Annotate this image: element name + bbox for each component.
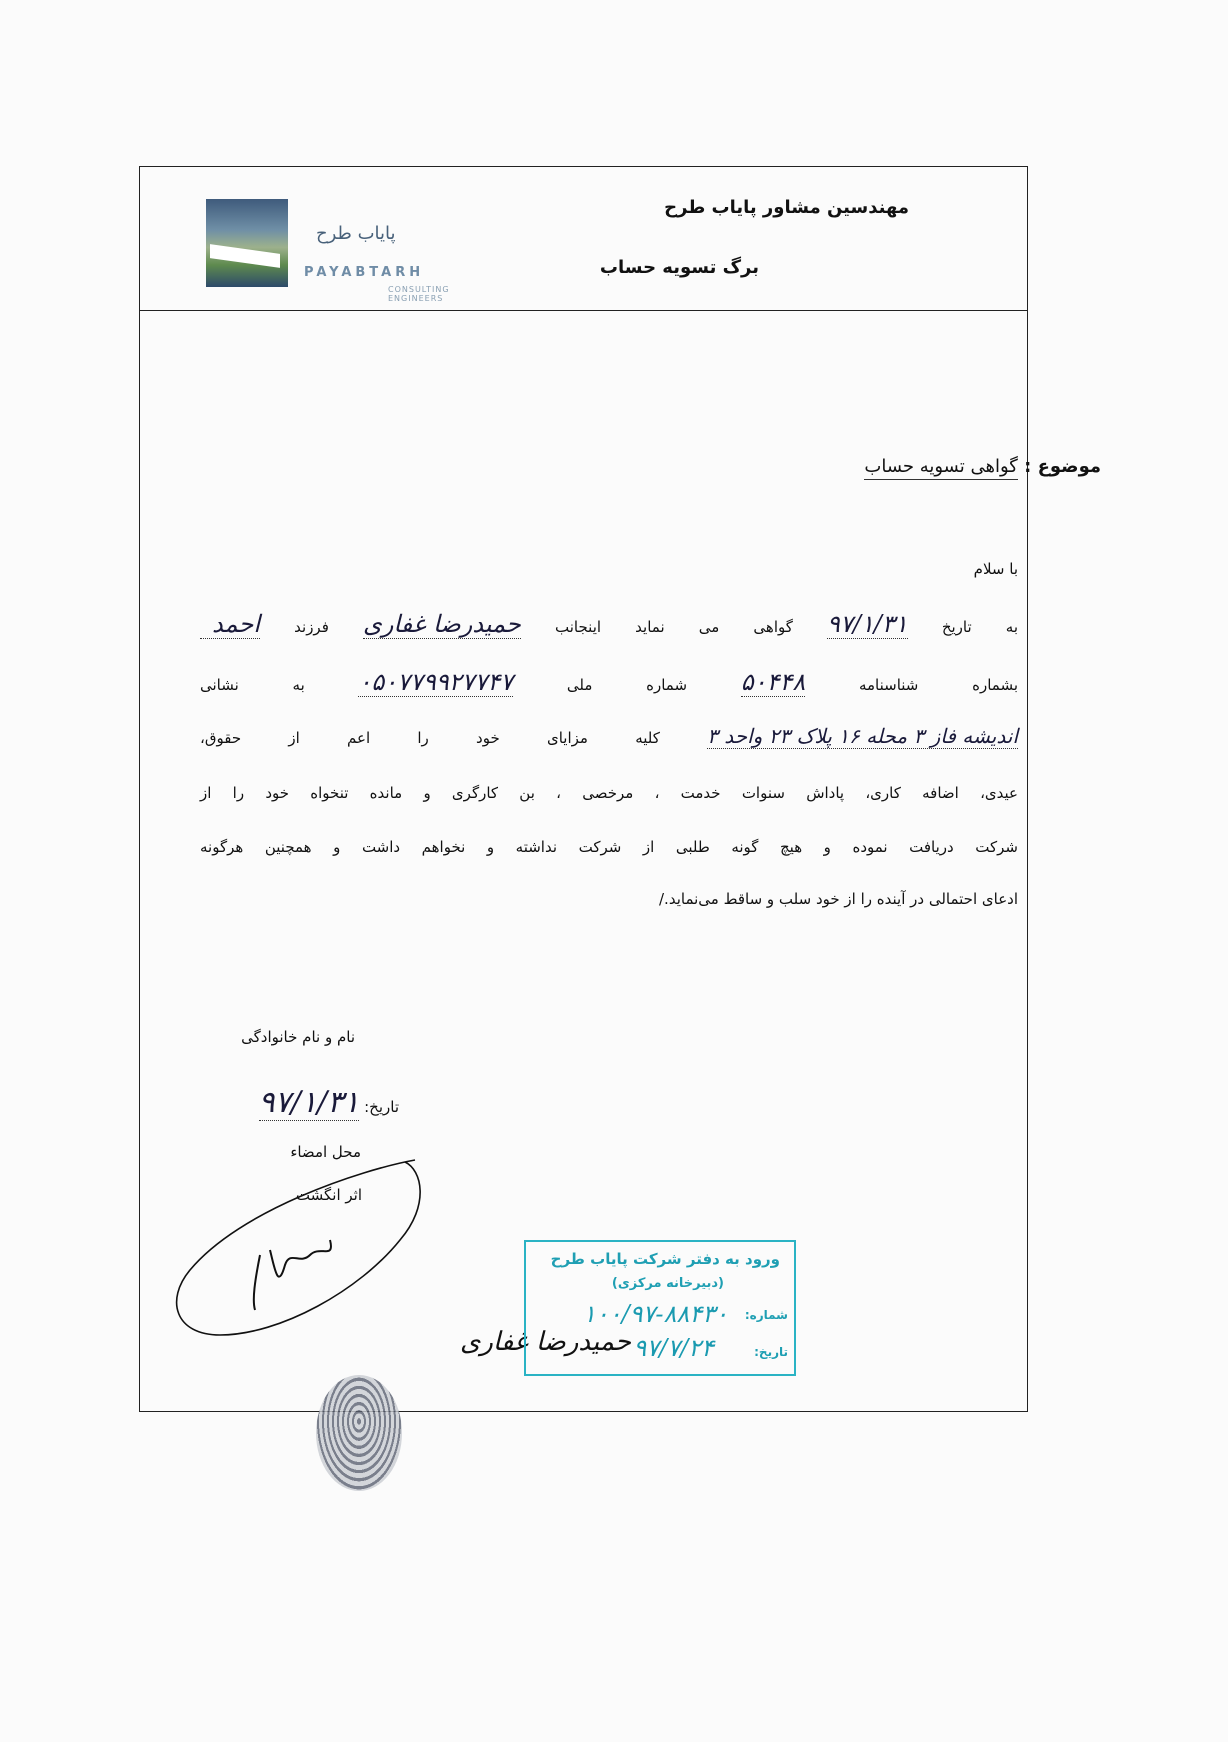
line1-text-2: گواهی می نماید اینجانب bbox=[555, 618, 793, 636]
footer-date bbox=[259, 1085, 399, 1121]
national-id-handwritten: ۰۵۰۷۷۹۹۲۷۷۴۷ bbox=[358, 668, 514, 696]
stamp-subtitle: (دبیرخانه مرکزی) bbox=[611, 1276, 724, 1291]
national-id-field bbox=[358, 668, 513, 697]
body-line-2 bbox=[200, 668, 1018, 697]
logo-subtext: CONSULTING ENGINEERS bbox=[388, 285, 450, 303]
stamp-date-label: تاریخ: bbox=[754, 1345, 788, 1359]
name-handwritten: حمیدرضا غفاری bbox=[363, 610, 521, 638]
signature-name: حمیدرضا غفاری bbox=[460, 1327, 631, 1357]
subject-label: موضوع : bbox=[1024, 456, 1101, 477]
signature-label: محل امضاء bbox=[290, 1143, 361, 1161]
date-field bbox=[827, 610, 908, 639]
signature bbox=[160, 1150, 631, 1370]
line2-text-1: بشماره شناسنامه bbox=[858, 676, 1018, 694]
address-handwritten: اندیشه فاز ۳ محله ۱۶ پلاک ۲۳ واحد ۳ bbox=[707, 724, 1018, 748]
greeting: با سلام bbox=[973, 560, 1018, 578]
fingerprint bbox=[316, 1375, 402, 1491]
stamp-title: ورود به دفتر شرکت پایاب طرح bbox=[550, 1250, 780, 1268]
line3-text: کلیه مزایای خود را اعم از حقوق، bbox=[200, 729, 660, 747]
stamp-date-value: ۹۷/۷/۲۴ bbox=[633, 1334, 714, 1362]
company-name: مهندسین مشاور پایاب طرح bbox=[664, 197, 909, 218]
entry-stamp bbox=[524, 1240, 796, 1376]
father-handwritten: احمد bbox=[212, 610, 260, 638]
footer-date-handwritten: ۹۷/۱/۳۱ bbox=[258, 1085, 360, 1120]
form-title: برگ تسویه حساب bbox=[599, 257, 759, 278]
stamp-number-value: ۱۰۰/۹۷-۸۸۴۳۰ bbox=[582, 1300, 728, 1328]
subject-value: گواهی تسویه حساب bbox=[864, 456, 1017, 480]
subject-line bbox=[864, 456, 1101, 477]
line1-text-3: فرزند bbox=[294, 618, 329, 636]
id-field bbox=[741, 668, 805, 697]
date-handwritten: ۹۷/۱/۳۱ bbox=[827, 610, 908, 638]
name-field bbox=[363, 610, 521, 639]
logo-image bbox=[206, 199, 288, 287]
body-line-1 bbox=[200, 610, 1018, 639]
father-field bbox=[200, 610, 260, 639]
logo-text-en: PAYABTARH bbox=[304, 265, 425, 280]
line2-text-2: شماره ملی bbox=[566, 676, 688, 694]
line2-text-3: به نشانی bbox=[200, 676, 305, 694]
body-line-6: ادعای احتمالی در آینده را از خود سلب و ساقط می‌نماید./ bbox=[659, 890, 1018, 908]
company-logo bbox=[206, 199, 450, 303]
line1-text-1: به تاریخ bbox=[941, 618, 1019, 636]
stamp-number-label: شماره: bbox=[744, 1308, 788, 1322]
id-handwritten: ۵۰۴۴۸ bbox=[740, 668, 806, 696]
name-label: نام و نام خانوادگی bbox=[241, 1028, 355, 1046]
body-line-3 bbox=[200, 724, 1018, 749]
fingerprint-label: اثر انگشت bbox=[295, 1186, 362, 1204]
logo-text-fa: پایاب طرح bbox=[316, 223, 396, 244]
body-line-4: عیدی، اضافه کاری، پاداش سنوات خدمت ، مرخصی ، بن کارگری و مانده تنخواه خود را از bbox=[200, 784, 1018, 802]
header-divider bbox=[140, 310, 1027, 311]
footer-date-label: تاریخ: bbox=[364, 1098, 399, 1116]
body-line-5: شرکت دریافت نموده و هیچ گونه طلبی از شرکت نداشته و نخواهم داشت و همچنین هرگونه bbox=[200, 838, 1018, 856]
address-field bbox=[707, 724, 1018, 749]
